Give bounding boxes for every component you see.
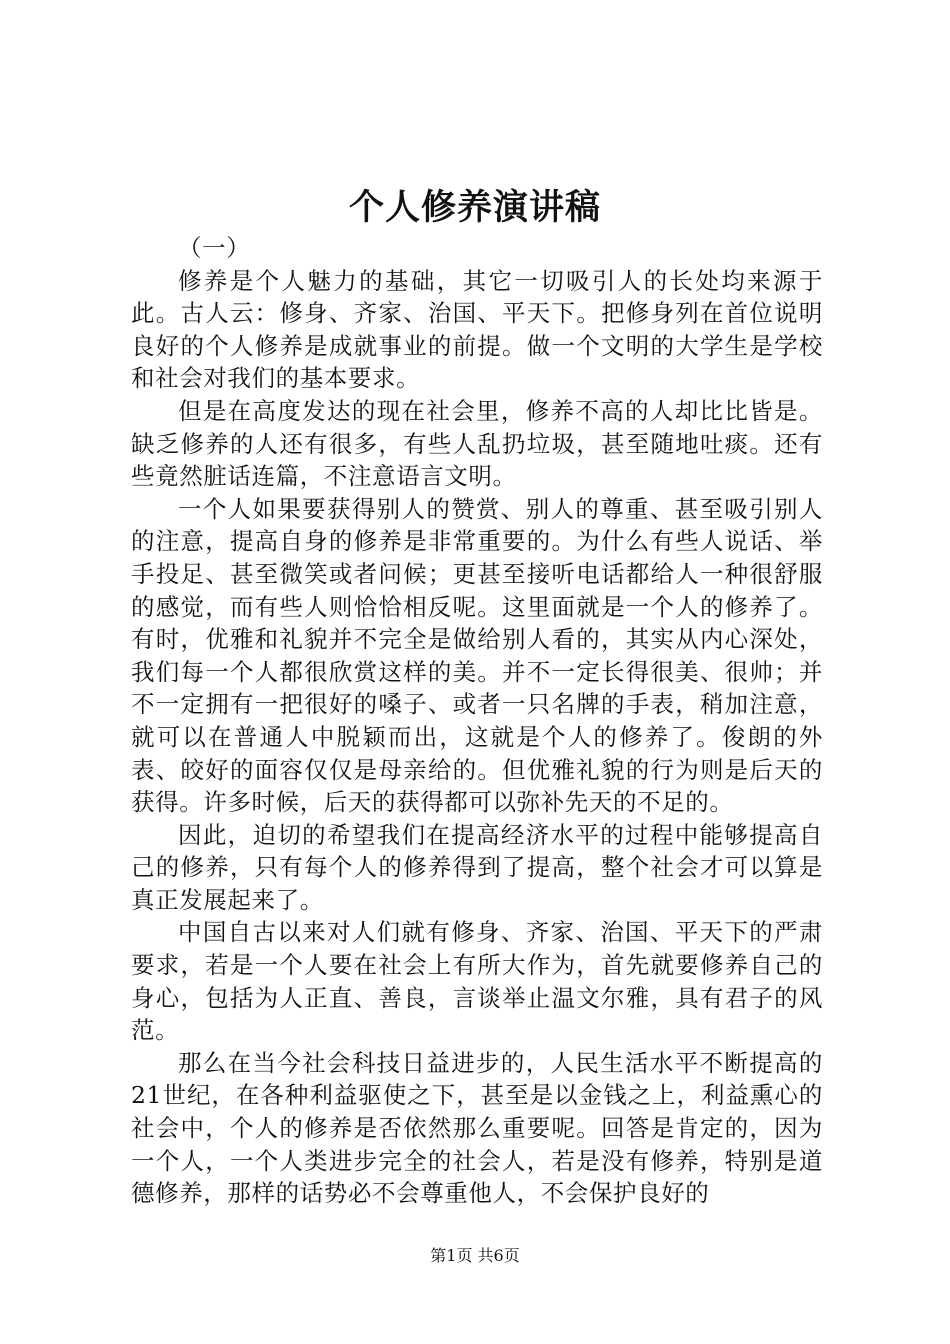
- page-number-footer: 第1页 共6页: [430, 1246, 520, 1265]
- document-title: 个人修养演讲稿: [348, 187, 601, 228]
- document-body: [131, 232, 823, 1210]
- paragraph: 中国自古以来对人们就有修身、齐家、治国、平天下的严肃要求，若是一个人要在社会上有所大作为，首先就要修养自己的身心，包括为人正直、善良，言谈举止温文尔雅，具有君子的风范。: [131, 918, 823, 1045]
- paragraph: 但是在高度发达的现在社会里，修养不高的人却比比皆是。缺乏修养的人还有很多，有些人乱扔垃圾，甚至随地吐痰。还有些竟然脏话连篇，不注意语言文明。: [131, 396, 823, 491]
- paragraph: 因此，迫切的希望我们在提高经济水平的过程中能够提高自己的修养，只有每个人的修养得到了提高，整个社会才可以算是真正发展起来了。: [131, 820, 823, 914]
- section-marker: （一）: [178, 234, 251, 262]
- paragraph: 修养是个人魅力的基础，其它一切吸引人的长处均来源于此。古人云：修身、齐家、治国、平天下。把修身列在首位说明良好的个人修养是成就事业的前提。做一个文明的大学生是学校和社会对我们的基本要求。: [131, 266, 823, 393]
- paragraph: 一个人如果要获得别人的赞赏、别人的尊重、甚至吸引别人的注意，提高自身的修养是非常重要的。为什么有些人说话、举手投足、甚至微笑或者问候；更甚至接听电话都给人一种很舒服的感觉，而有些人则恰恰相反呢。这里面就是一个人的修养了。有时，优雅和礼貌并不完全是做给别人看的，其实从内心深处，我们每一个人都很欣赏这样的美。并不一定长得很美、很帅；并不一定拥有一把很好的嗓子、或者一只名牌的手表，稍加注意，就可以在普通人中脱颖而出，这就是个人的修养了。俊朗的外表、皎好的面容仅仅是母亲给的。但优雅礼貌的行为则是后天的获得。许多时候，后天的获得都可以弥补先天的不足的。: [131, 494, 823, 817]
- paragraph: 那么在当今社会科技日益进步的，人民生活水平不断提高的21世纪，在各种利益驱使之下，甚至是以金钱之上，利益熏心的社会中，个人的修养是否依然那么重要呢。回答是肯定的，因为一个人，一个人类进步完全的社会人，若是没有修养，特别是道德修养，那样的话势必不会尊重他人，不会保护良好的: [131, 1048, 823, 1208]
